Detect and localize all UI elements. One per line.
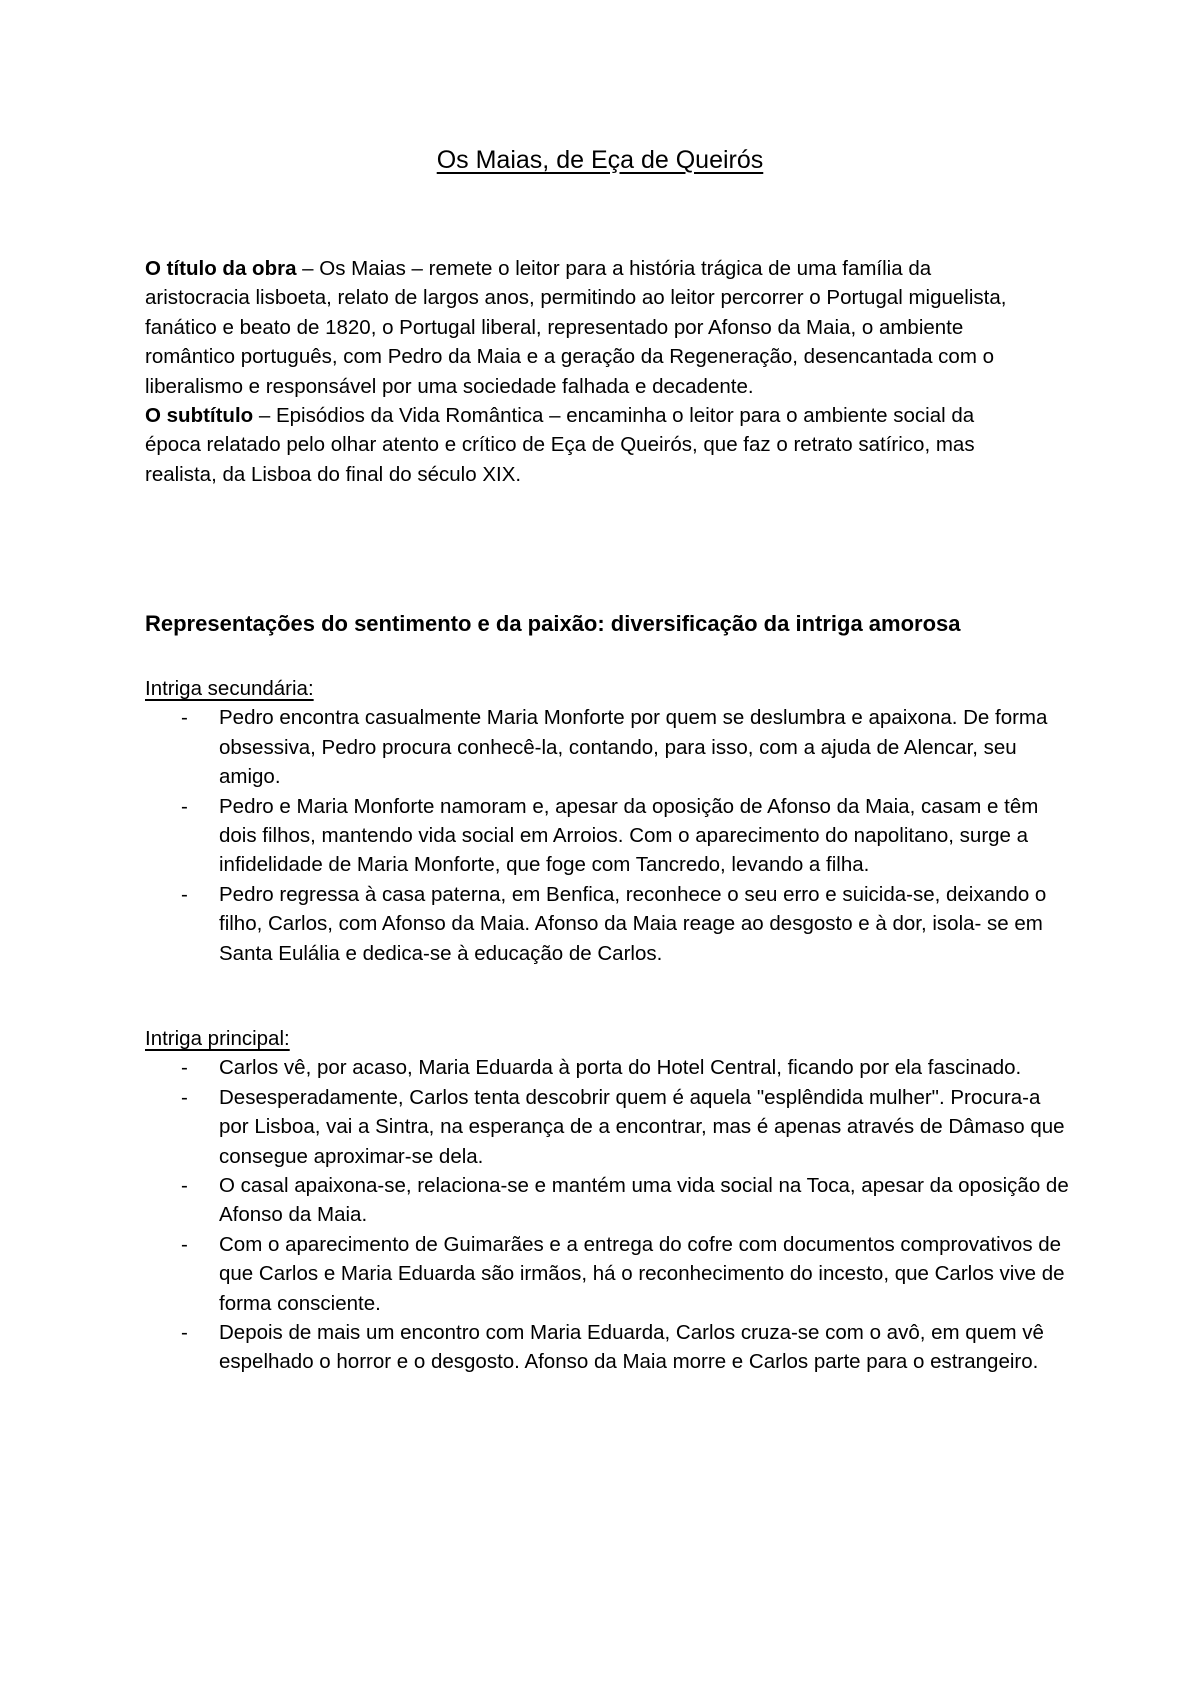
secondary-plot-label: Intriga secundária: — [145, 677, 314, 700]
list-item — [145, 1318, 1075, 1377]
main-plot-label: Intriga principal: — [145, 1027, 290, 1050]
bullet-dash: - — [181, 1085, 188, 1109]
section-heading: Representações do sentimento e da paixão: diversificação da intriga amorosa — [145, 611, 961, 636]
list-item-text: Carlos vê, por acaso, Maria Eduarda à porta do Hotel Central, ficando por ela fascinado. — [219, 1056, 1022, 1080]
title-paragraph-label: O título da obra — [145, 257, 297, 280]
list-item — [145, 1083, 1075, 1171]
secondary-plot-list — [145, 703, 1075, 968]
document-title: Os Maias, de Eça de Queirós — [436, 146, 764, 174]
list-item-text: Desesperadamente, Carlos tenta descobrir quem é aquela "esplêndida mulher". Procura-a por Lisboa, vai a Sintra, na esperança de a encontrar, mas é apenas através de Dâmaso que consegue aproximar-se dela. — [219, 1085, 1065, 1168]
bullet-dash: - — [181, 1232, 188, 1256]
list-item-text: Pedro regressa à casa paterna, em Benfica, reconhece o seu erro e suicida-se, deixando o filho, Carlos, com Afonso da Maia. Afonso da Maia reage ao desgosto e à dor, isola- se em Santa Eulália e dedica-se à educação de Carlos. — [219, 882, 1047, 965]
list-item-text: Pedro encontra casualmente Maria Monforte por quem se deslumbra e apaixona. De forma obsessiva, Pedro procura conhecê-la, contando, para isso, com a ajuda de Alencar, seu amigo. — [219, 706, 1048, 789]
bullet-dash: - — [181, 1174, 188, 1198]
list-item-text: Depois de mais um encontro com Maria Eduarda, Carlos cruza-se com o avô, em quem vê espelhado o horror e o desgosto. Afonso da Maia morre e Carlos parte para o estrangeiro. — [219, 1321, 1044, 1374]
title-paragraph — [145, 254, 1035, 401]
bullet-dash: - — [181, 1056, 188, 1080]
subtitle-paragraph-label: O subtítulo — [145, 404, 254, 428]
main-plot-list — [145, 1053, 1075, 1376]
bullet-dash: - — [181, 706, 188, 730]
subtitle-paragraph — [145, 401, 1035, 489]
main-plot-section — [145, 1024, 1075, 1377]
bullet-dash: - — [181, 882, 188, 906]
title-paragraph-text: – Os Maias – remete o leitor para a história trágica de uma família da aristocracia lisboeta, relato de largos anos, permitindo ao leitor percorrer o Portugal miguelista, fanático e beato de 1820, o Portugal liberal, representado por Afonso da Maia, o ambiente romântico português, com Pedro da Maia e a geração da Regeneração, desencantada com o liberalismo e responsável por uma sociedade falhada e decadente. — [145, 257, 1007, 398]
list-item-text: O casal apaixona-se, relaciona-se e mantém uma vida social na Toca, apesar da oposição de Afonso da Maia. — [219, 1174, 1069, 1227]
list-item — [145, 1053, 1075, 1082]
secondary-plot-section — [145, 674, 1075, 968]
list-item — [145, 1171, 1075, 1230]
subtitle-paragraph-text: – Episódios da Vida Romântica – encaminha o leitor para o ambiente social da época relatado pelo olhar atento e crítico de Eça de Queirós, que faz o retrato satírico, mas realista, da Lisboa do final do século XIX. — [145, 404, 975, 486]
list-item — [145, 1230, 1075, 1318]
list-item — [145, 703, 1075, 791]
list-item-text: Com o aparecimento de Guimarães e a entrega do cofre com documentos comprovativos de que Carlos e Maria Eduarda são irmãos, há o reconhecimento do incesto, que Carlos vive de forma consciente. — [219, 1232, 1065, 1315]
intro-section — [145, 254, 1035, 489]
bullet-dash: - — [181, 1321, 188, 1345]
list-item — [145, 880, 1075, 968]
list-item — [145, 792, 1075, 880]
list-item-text: Pedro e Maria Monforte namoram e, apesar da oposição de Afonso da Maia, casam e têm dois filhos, mantendo vida social em Arroios. Com o aparecimento do napolitano, surge a infidelidade de Maria Monforte, que foge com Tancredo, levando a filha. — [219, 794, 1039, 877]
bullet-dash: - — [181, 794, 188, 818]
